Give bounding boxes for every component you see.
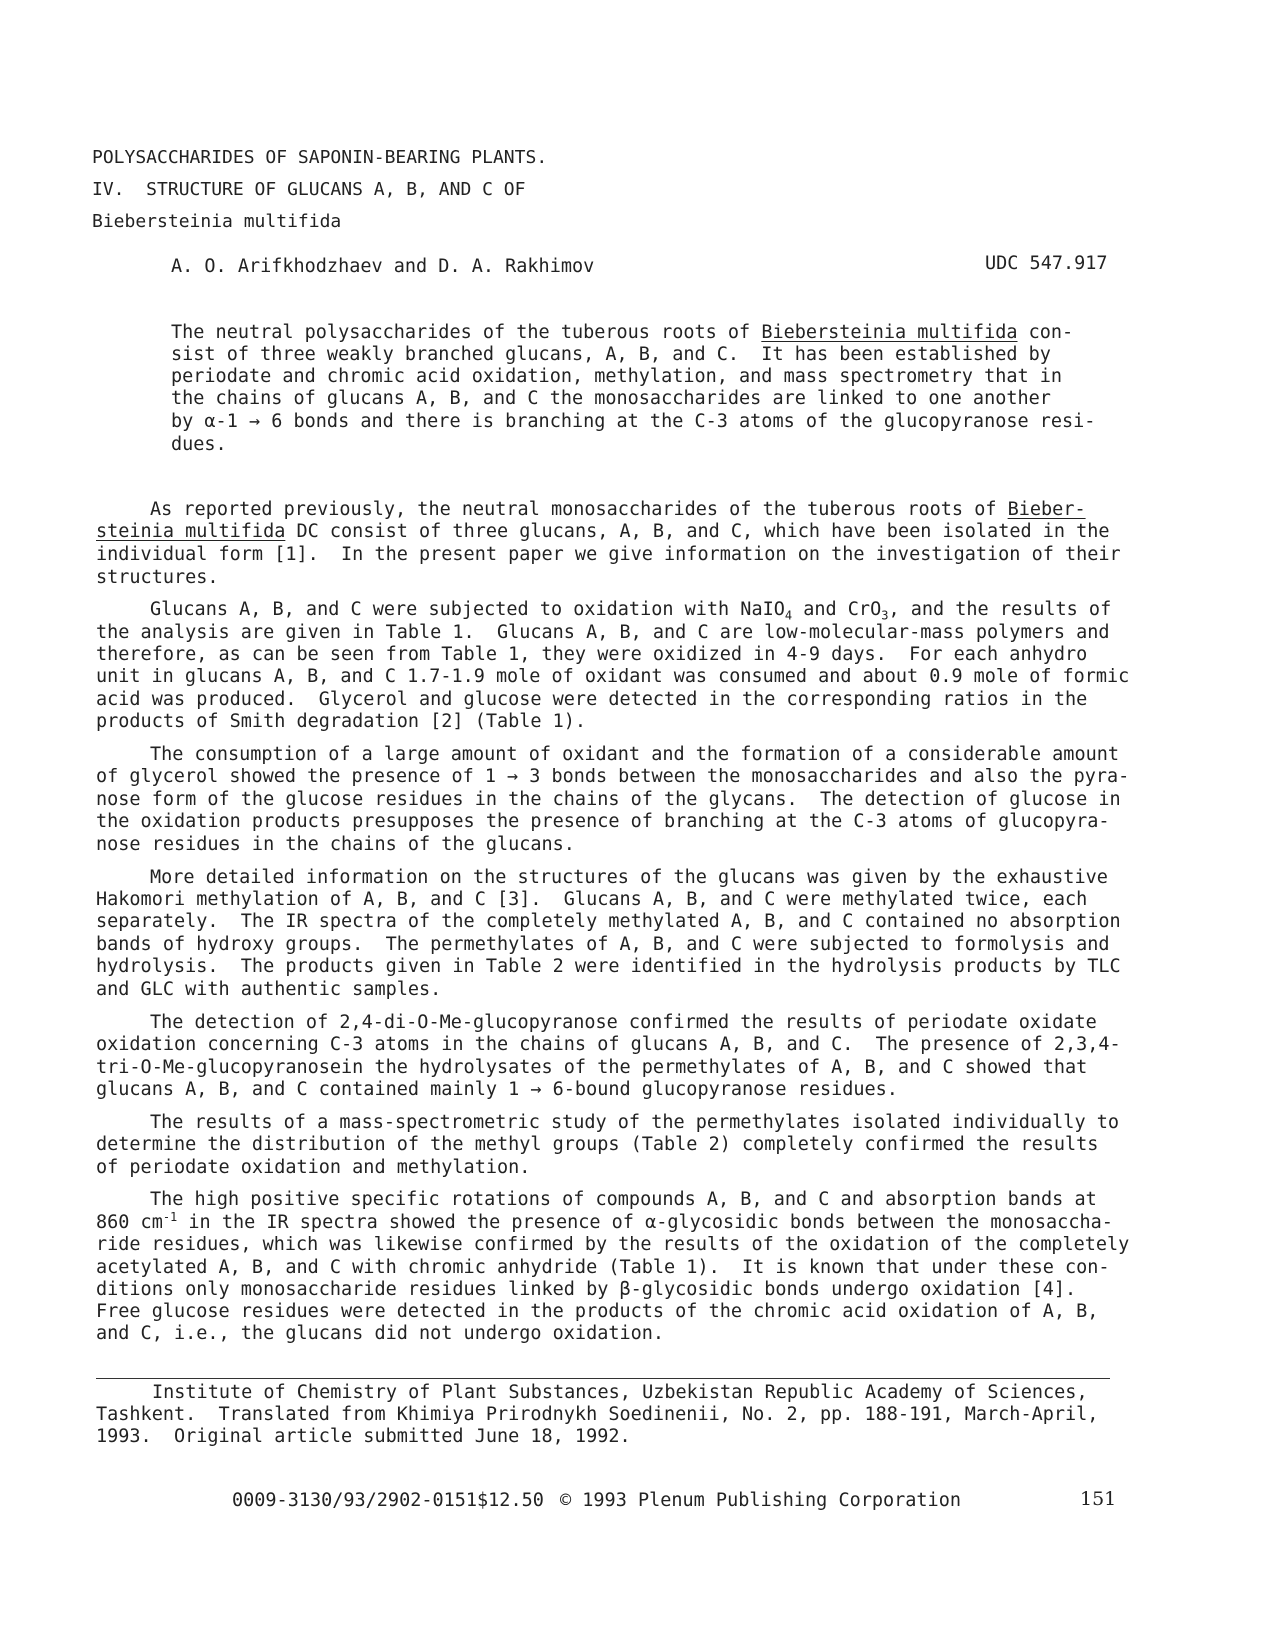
title-line-2: IV. STRUCTURE OF GLUCANS A, B, AND C OF bbox=[92, 179, 526, 200]
p6-line-3: of periodate oxidation and methylation. bbox=[96, 1157, 531, 1178]
p3-line-5: nose residues in the chains of the glucans. bbox=[96, 834, 575, 855]
p4-line-1: More detailed information on the structures of the glucans was given by the exhaustive bbox=[150, 867, 1108, 888]
p7-line-3: ride residues, which was likewise confirmed by the results of the oxidation of the completely bbox=[96, 1234, 1130, 1255]
p1-line-1: As reported previously, the neutral monosaccharides of the tuberous roots of Bieber- bbox=[150, 499, 1086, 520]
authors: A. O. Arifkhodzhaev and D. A. Rakhimov bbox=[171, 256, 595, 277]
title-line-3: Biebersteinia multifida bbox=[92, 211, 342, 232]
p2-line-6: products of Smith degradation [2] (Table 1). bbox=[96, 711, 587, 732]
p4-line-3: separately. The IR spectra of the completely methylated A, B, and C contained no absorption bbox=[96, 911, 1121, 932]
p7-line-5: ditions only monosaccharide residues linked by β-glycosidic bonds undergo oxidation [4]. bbox=[96, 1279, 1077, 1300]
p2-line-5: acid was produced. Glycerol and glucose were detected in the corresponding ratios in the bbox=[96, 689, 1088, 710]
p3-line-2: of glycerol showed the presence of 1 → 3 bonds between the monosaccharides and also the pyra- bbox=[96, 766, 1130, 787]
p7-line-7: and C, i.e., the glucans did not undergo oxidation. bbox=[96, 1323, 665, 1344]
p4-line-6: and GLC with authentic samples. bbox=[96, 979, 442, 1000]
copyright: © 1993 Plenum Publishing Corporation bbox=[560, 1490, 961, 1511]
p5-line-3: tri-O-Me-glucopyranosein the hydrolysates of the permethylates of A, B, and C showed that bbox=[96, 1057, 1088, 1078]
p2-line-3: therefore, as can be seen from Table 1, they were oxidized in 4-9 days. For each anhydro bbox=[96, 644, 1088, 665]
p1-line-3: individual form [1]. In the present paper we give information on the investigation of their bbox=[96, 544, 1121, 565]
p7-line-2: 860 $cm^{-1}$ in the IR spectra showed the presence of α-glycosidic bonds between the monosaccha- bbox=[96, 1209, 1113, 1233]
p5-line-1: The detection of 2,4-di-O-Me-glucopyranose confirmed the results of periodate oxidate bbox=[150, 1012, 1097, 1033]
p5-line-4: glucans A, B, and C contained mainly 1 → 6-bound glucopyranose residues. bbox=[96, 1079, 898, 1100]
p5-line-2: oxidation concerning C-3 atoms in the chains of glucans A, B, and C. The presence of 2,3,4- bbox=[96, 1034, 1121, 1055]
p2-line-4: unit in glucans A, B, and C 1.7-1.9 mole of oxidant was consumed and about 0.9 mole of formic bbox=[96, 666, 1130, 687]
p2-line-2: the analysis are given in Table 1. Glucans A, B, and C are low-molecular-mass polymers and bbox=[96, 622, 1110, 643]
p3-line-1: The consumption of a large amount of oxidant and the formation of a considerable amount bbox=[150, 744, 1120, 765]
species-name: Biebersteinia multifida bbox=[761, 322, 1018, 343]
footnote-line-3: 1993. Original article submitted June 18, 1992. bbox=[96, 1426, 631, 1447]
p4-line-2: Hakomori methylation of A, B, and C [3]. Glucans A, B, and C were methylated twice, each bbox=[96, 889, 1088, 910]
title-line-1: POLYSACCHARIDES OF SAPONIN-BEARING PLANTS. bbox=[92, 147, 548, 168]
journal-code: 0009-3130/93/2902-0151$12.50 bbox=[232, 1490, 544, 1511]
p1-line-4: structures. bbox=[96, 567, 219, 588]
p7-line-6: Free glucose residues were detected in the products of the chromic acid oxidation of A, B, bbox=[96, 1301, 1099, 1322]
abstract-line-2: sist of three weakly branched glucans, A, B, and C. It has been established by bbox=[171, 344, 1051, 365]
abstract-line-1: The neutral polysaccharides of the tuberous roots of Biebersteinia multifida con- bbox=[171, 322, 1074, 343]
page-number: 151 bbox=[1080, 1488, 1117, 1510]
p3-line-4: the oxidation products presupposes the presence of branching at the C-3 atoms of glucopyra- bbox=[96, 811, 1110, 832]
abstract-line-3: periodate and chromic acid oxidation, methylation, and mass spectrometry that in bbox=[171, 366, 1063, 387]
p6-line-2: determine the distribution of the methyl groups (Table 2) completely confirmed the results bbox=[96, 1134, 1099, 1155]
abstract-line-4: the chains of glucans A, B, and C the monosaccharides are linked to one another bbox=[171, 388, 1051, 409]
p2-line-1: Glucans A, B, and C were subjected to oxidation with NaIO$_4$ and CrO$_3$, and the results of bbox=[150, 599, 1112, 623]
footnote-rule bbox=[96, 1378, 1110, 1379]
footnote-line-2: Tashkent. Translated from Khimiya Prirodnykh Soedinenii, No. 2, pp. 188-191, March-April, bbox=[96, 1404, 1099, 1425]
p4-line-4: bands of hydroxy groups. The permethylates of A, B, and C were subjected to formolysis and bbox=[96, 934, 1110, 955]
p4-line-5: hydrolysis. The products given in Table 2 were identified in the hydrolysis products by TLC bbox=[96, 956, 1121, 977]
p7-line-4: acetylated A, B, and C with chromic anhydride (Table 1). It is known that under these con- bbox=[96, 1257, 1110, 1278]
udc-code: UDC 547.917 bbox=[985, 253, 1108, 274]
abstract-line-5: by α-1 → 6 bonds and there is branching at the C-3 atoms of the glucopyranose resi- bbox=[171, 411, 1096, 432]
p1-line-2: steinia multifida DC consist of three glucans, A, B, and C, which have been isolated in the bbox=[96, 521, 1110, 542]
abstract-line-6: dues. bbox=[171, 434, 227, 455]
p7-line-1: The high positive specific rotations of compounds A, B, and C and absorption bands at bbox=[150, 1189, 1097, 1210]
p6-line-1: The results of a mass-spectrometric study of the permethylates isolated individually to bbox=[150, 1112, 1120, 1133]
p3-line-3: nose form of the glucose residues in the chains of the glycans. The detection of glucose in bbox=[96, 789, 1121, 810]
footnote-line-1: Institute of Chemistry of Plant Substances, Uzbekistan Republic Academy of Sciences, bbox=[152, 1382, 1088, 1403]
